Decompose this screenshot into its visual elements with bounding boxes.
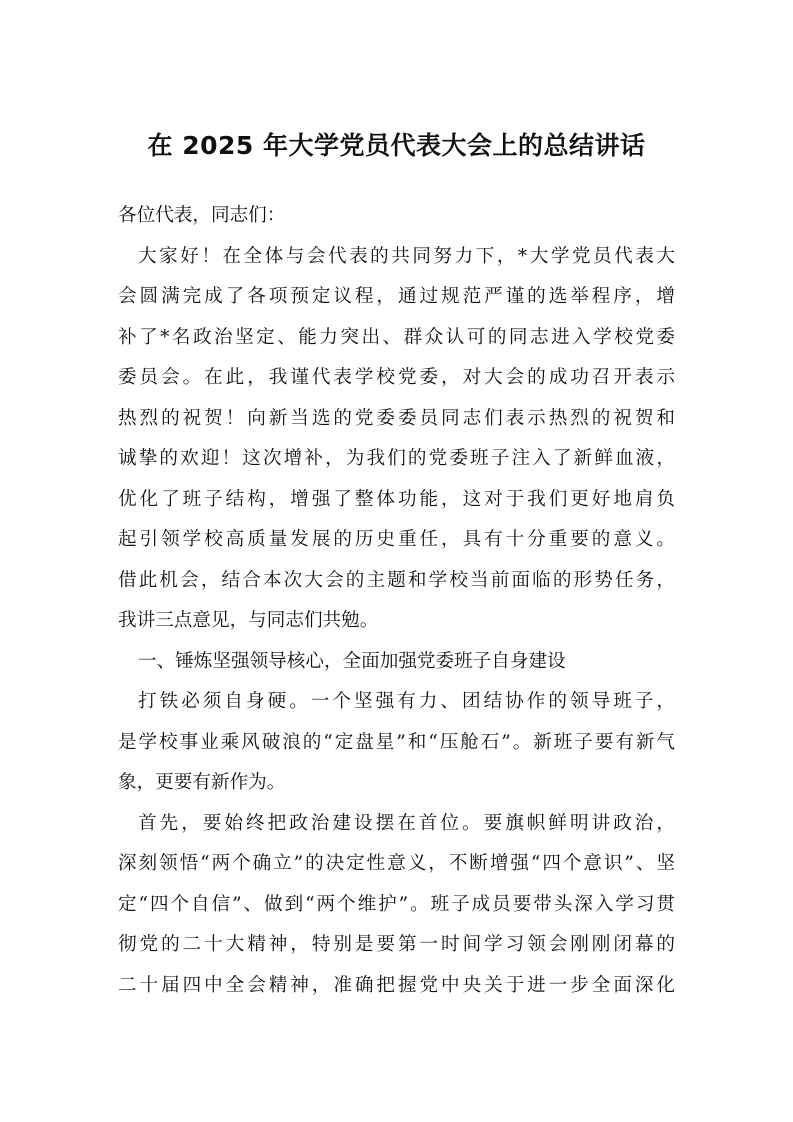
text-line: 打铁必须自身硬。一个坚强有力、团结协作的领导班子，	[138, 691, 675, 712]
text-line: 热烈的祝贺！向新当选的党委委员同志们表示热烈的祝贺和	[118, 407, 675, 429]
text-line: 首先，要始终把政治建设摆在首位。要旗帜鲜明讲政治，	[138, 812, 675, 834]
text-line: 定“四个自信”、做到“两个维护”。班子成员要带头深入学习贯	[118, 893, 675, 915]
text-line: 深刻领悟“两个确立”的决定性意义，不断增强“四个意识”、坚	[118, 853, 675, 874]
text-line: 补了*名政治坚定、能力突出、群众认可的同志进入学校党委	[118, 326, 675, 348]
document-body	[118, 196, 675, 1006]
text-line: 各位代表，同志们：	[118, 205, 286, 226]
text-line: 二十届四中全会精神，准确把握党中央关于进一步全面深化	[118, 974, 675, 996]
text-line: 一、锤炼坚强领导核心，全面加强党委班子自身建设	[138, 650, 566, 672]
text-line: 彻党的二十大精神，特别是要第一时间学习领会刚刚闭幕的	[118, 934, 675, 955]
text-line: 大家好！在全体与会代表的共同努力下，*大学党员代表大	[138, 245, 675, 267]
text-line: 我讲三点意见，与同志们共勉。	[118, 610, 379, 631]
text-line: 委员会。在此，我谨代表学校党委，对大会的成功召开表示	[118, 367, 675, 388]
text-line: 是学校事业乘风破浪的“定盘星”和“压舱石”。新班子要有新气	[118, 731, 675, 753]
text-line: 象，更要有新作为。	[118, 772, 286, 793]
text-line: 优化了班子结构，增强了整体功能，这对于我们更好地肩负	[118, 488, 675, 510]
text-line: 借此机会，结合本次大会的主题和学校当前面临的形势任务，	[118, 569, 675, 591]
document-title: 在 2025 年大学党员代表大会上的总结讲话	[147, 131, 646, 160]
text-line: 起引领学校高质量发展的历史重任，具有十分重要的意义。	[118, 529, 675, 550]
text-line: 诚挚的欢迎！这次增补，为我们的党委班子注入了新鲜血液，	[118, 448, 675, 469]
text-line: 会圆满完成了各项预定议程，通过规范严谨的选举程序，增	[118, 286, 675, 307]
